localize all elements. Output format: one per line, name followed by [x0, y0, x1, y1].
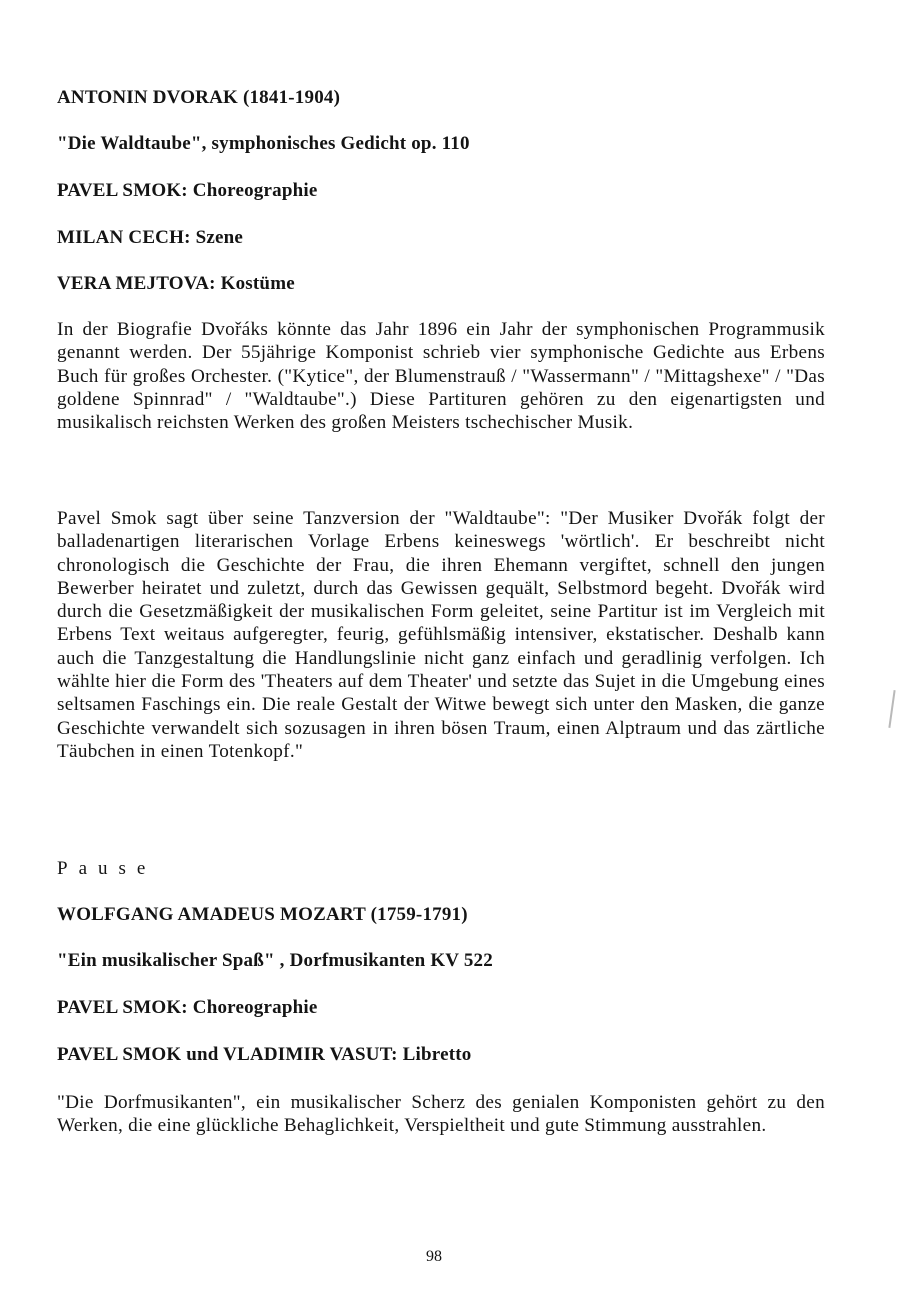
credit-scene: MILAN CECH: Szene [57, 227, 243, 248]
paragraph-dorfmusikanten: "Die Dorfmusikanten", ein musikalischer Scherz des genialen Komponisten gehört zu den Werken, die eine glückliche Behaglichkeit, Verspieltheit und gute Stimmung ausstrahlen. [57, 1092, 825, 1137]
composer-heading-dvorak: ANTONIN DVORAK (1841-1904) [57, 87, 341, 108]
pause-label: Pause [57, 858, 157, 879]
paragraph-dvorak-biography: In der Biografie Dvořáks könnte das Jahr 1896 ein Jahr der symphonischen Programmusik genannt werden. Der 55jährige Komponist schrieb vier symphonische Gedichte aus Erbens Buch für großes Orchester. ("Kytice", der Blumenstrauß / "Wassermann" / "Mittagshexe" / "Das goldene Spinnrad" / "Waldtaube".) Diese Partituren gehören zu den eigenartigsten und musikalisch reichsten Werken des großen Meisters tschechischer Musik. [57, 319, 825, 434]
credit-choreography-1: PAVEL SMOK: Choreographie [57, 180, 318, 201]
credit-libretto: PAVEL SMOK und VLADIMIR VASUT: Libretto [57, 1044, 472, 1065]
credit-choreography-2: PAVEL SMOK: Choreographie [57, 997, 318, 1018]
scan-artifact [888, 690, 895, 728]
work-title-spass: "Ein musikalischer Spaß" , Dorfmusikanten KV 522 [57, 950, 493, 971]
work-title-waldtaube: "Die Waldtaube", symphonisches Gedicht op. 110 [57, 133, 470, 154]
page-number: 98 [426, 1248, 442, 1265]
composer-heading-mozart: WOLFGANG AMADEUS MOZART (1759-1791) [57, 904, 468, 925]
paragraph-smok-quote: Pavel Smok sagt über seine Tanzversion der "Waldtaube": "Der Musiker Dvořák folgt der balladenartigen literarischen Vorlage Erbens keineswegs 'wörtlich'. Er beschreibt nicht chronologisch die Geschichte der Frau, die ihren Ehemann vergiftet, schnell den jungen Bewerber heiratet und zuletzt, durch das Gewissen gequält, Selbstmord begeht. Dvořák wird durch die Gesetzmäßigkeit der musikalischen Form geleitet, seine Partitur ist im Vergleich mit Erbens Text weitaus aufgeregter, feurig, gefühlsmäßig intensiver, ekstatischer. Deshalb kann auch die Tanzgestaltung die Handlungslinie nicht ganz einfach und geradlinig verfolgen. Ich wählte hier die Form des 'Theaters auf dem Theater' und setzte das Sujet in die Umgebung eines seltsamen Faschings ein. Die reale Gestalt der Witwe bewegt sich unter den Masken, die ganze Geschichte verwandelt sich sozusagen in ihren bösen Traum, einen Alptraum und das zärtliche Täubchen in einen Totenkopf." [57, 508, 825, 762]
credit-costumes: VERA MEJTOVA: Kostüme [57, 273, 295, 294]
